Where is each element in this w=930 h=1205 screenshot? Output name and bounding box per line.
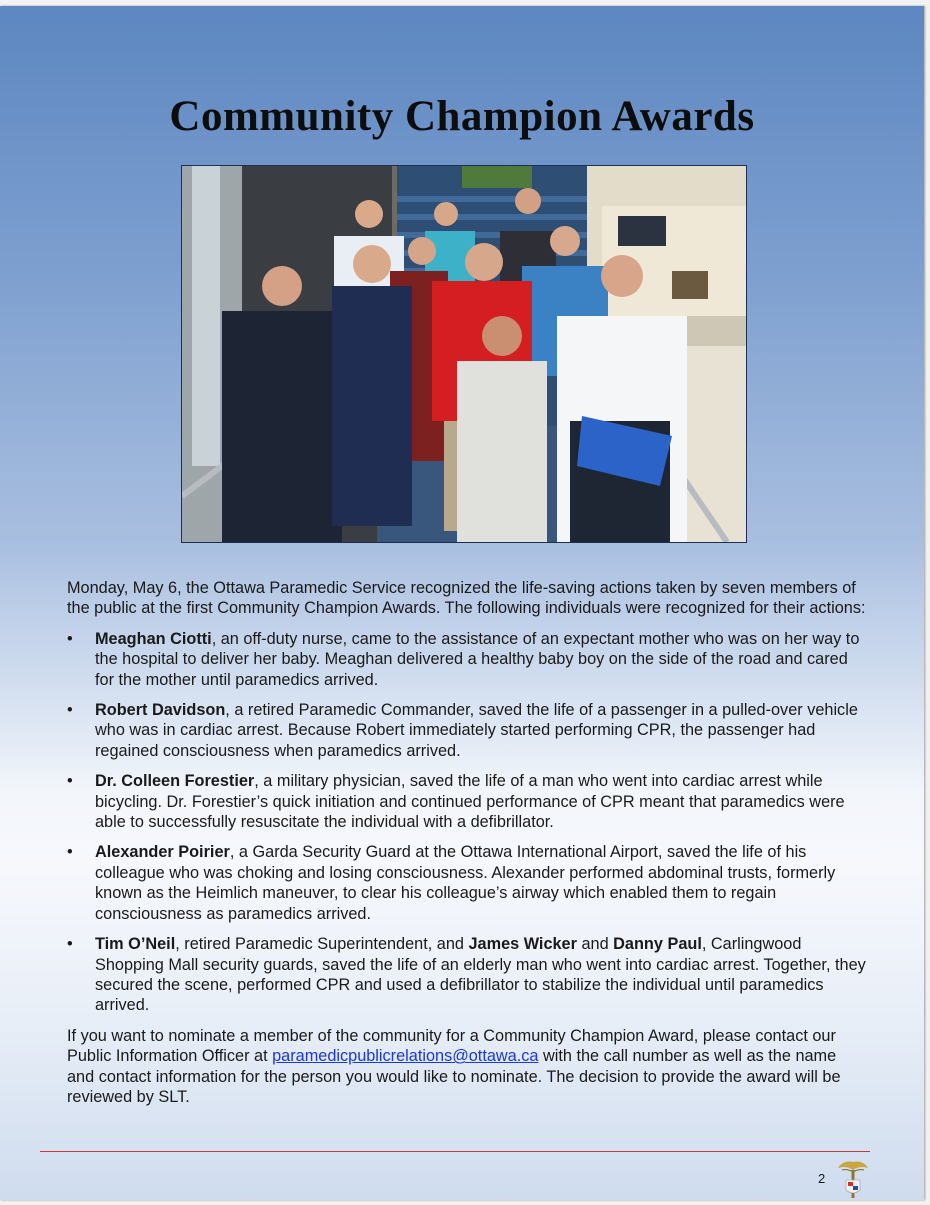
closing-text: If you want to nominate a member of the community for a Community Champion Award, please contact our Public Information Officer at — [67, 1026, 836, 1066]
closing-paragraph — [67, 1026, 867, 1108]
email-link[interactable]: paramedicpublicrelations@ottawa.ca — [272, 1047, 539, 1066]
page-number: 2 — [818, 1171, 826, 1186]
footer-divider — [40, 1151, 870, 1152]
page-title: Community Champion Awards — [169, 93, 755, 140]
article-body — [67, 578, 867, 1117]
recipient-description: , retired Paramedic Superintendent, and — [175, 935, 469, 954]
recipient-description: , Carlingwood Shopping Mall security guards, saved the life of an elderly man who went into cardiac arrest. Together, they secured the scene, performed CPR and used a defibrillator to stabilize the individual until paramedics arrived. — [95, 935, 866, 1015]
group-photo-illustration — [182, 166, 746, 542]
recipient-item-robert-davidson — [67, 700, 867, 761]
recipient-name: Tim O’Neil — [95, 935, 176, 954]
recipient-name: Meaghan Ciotti — [95, 629, 212, 648]
recipient-description: , an off-duty nurse, came to the assistance of an expectant mother who was on her way to the hospital to deliver her baby. Meaghan delivered a healthy baby boy on the side of the road and cared for the mother until paramedics arrived. — [95, 629, 860, 689]
closing-text: with the call number as well as the name and contact information for the person you would like to nominate. The decision to provide the award will be reviewed by SLT. — [67, 1047, 841, 1106]
recipient-description: , a retired Paramedic Commander, saved the life of a passenger in a pulled-over vehicle who was in cardiac arrest. Because Robert immediately started performing CPR, the passenger had regained consciousness when paramedics arrived. — [95, 701, 858, 760]
group-photo — [181, 165, 747, 543]
recipient-description: and — [576, 935, 614, 954]
paramedic-emblem-icon — [836, 1158, 870, 1205]
recipient-description: , a military physician, saved the life of a man who went into cardiac arrest while bicycling. Dr. Forestier’s quick initiation and continued performance of CPR meant that paramedics were able to successfully resuscitate the individual with a defibrillator. — [95, 772, 845, 832]
recipient-item-colleen-forestier — [67, 771, 867, 832]
recipient-name: Alexander Poirier — [95, 843, 230, 862]
recipient-name: Robert Davidson — [95, 701, 226, 720]
recipient-item-meaghan-ciotti — [67, 629, 867, 690]
bullet-icon: • — [67, 772, 73, 791]
recipient-name: Dr. Colleen Forestier — [95, 772, 255, 791]
recipient-description: , a Garda Security Guard at the Ottawa International Airport, saved the life of his colleague who was choking and losing consciousness. Alexander performed abdominal trusts, formerly known as the Heimlich maneuver, to clear his colleague’s airway which enabled them to regain consciousness as paramedics arrived. — [95, 843, 836, 923]
recipient-name: Danny Paul — [613, 935, 702, 954]
intro-paragraph: Monday, May 6, the Ottawa Paramedic Service recognized the life-saving actions taken by seven members of the public at the first Community Champion Awards. The following individuals were recognized for their actions: — [67, 579, 866, 618]
recipient-name: James Wicker — [468, 935, 577, 954]
document-page — [0, 6, 924, 1200]
recipient-item-alexander-poirier — [67, 842, 867, 924]
recipient-item-tim-oneil — [67, 934, 867, 1016]
bullet-icon: • — [67, 843, 73, 862]
bullet-icon: • — [67, 935, 73, 954]
bullet-icon: • — [67, 629, 73, 648]
bullet-icon: • — [67, 701, 73, 720]
